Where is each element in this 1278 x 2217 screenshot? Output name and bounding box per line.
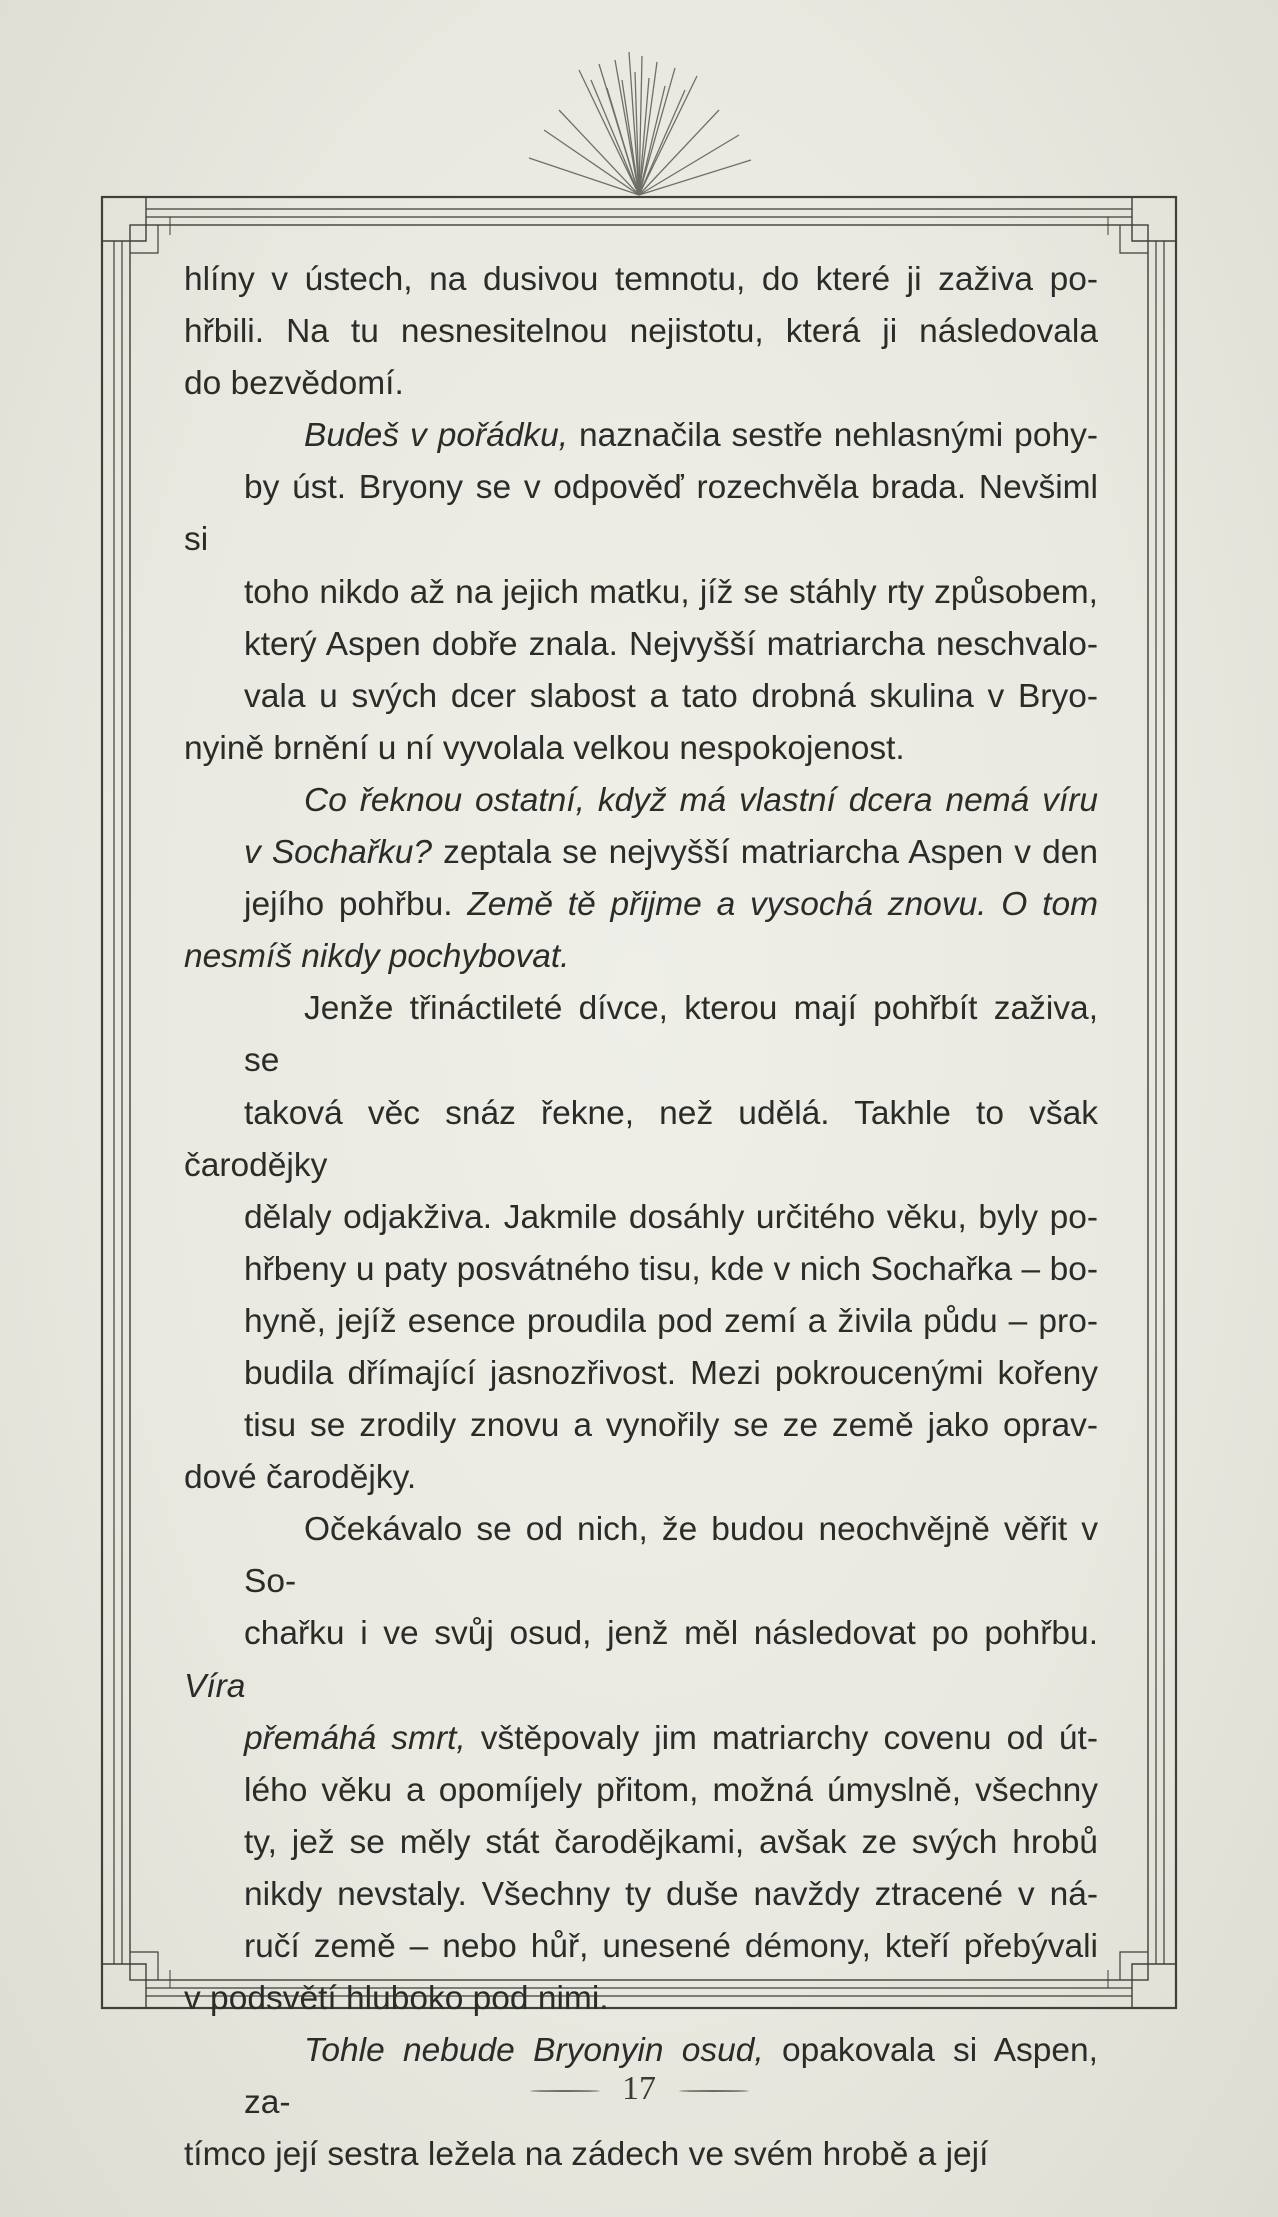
paragraph [184,254,1098,410]
text-line [184,1296,1098,1348]
text-line [184,1980,609,2017]
text-run: chařku i ve svůj osud, jenž měl následovat po pohřbu. [244,1615,1098,1653]
text-line [184,1869,1098,1921]
paragraph [184,775,1098,983]
text-run: naznačila sestře nehlasnými pohy- [568,417,1098,455]
text-run: v podsvětí hluboko pod nimi. [184,1980,609,2018]
text-run: vštěpovaly jim matriarchy covenu od út- [465,1719,1099,1757]
text-line [184,306,1098,358]
italic-run: Víra [184,1667,246,1705]
text-run: ručí země – nebo hůř, unesené démony, kteří přebývali [244,1928,1098,1965]
text-line [184,1348,1098,1400]
text-line [184,462,1098,566]
page-number: 17 [622,2070,656,2107]
text-line [184,619,1098,671]
text-line [184,567,1098,619]
text-run: tímco její sestra ležela na zádech ve svém hrobě a její [184,2136,989,2174]
text-line [184,2136,988,2173]
italic-run: přemáhá smrt, [244,1719,466,1757]
text-line [244,983,1098,1087]
text-run: zeptala se nejvyšší matriarcha Aspen v den [432,834,1099,872]
text-line [244,410,1098,462]
text-line [184,879,1098,931]
sunburst-ornament [439,50,839,200]
text-run: Jenže třináctileté dívce, kterou mají pohřbít zaživa, se [244,990,1098,1080]
text-run: dové čarodějky. [184,1459,417,1497]
paragraph [184,1504,1098,2025]
text-run: nyině brnění u ní vyvolala velkou nespokojenost. [184,729,905,767]
text-run: hyně, jejíž esence proudila pod zemí a živila půdu – pro- [244,1302,1098,1340]
text-line [184,1088,1098,1192]
italic-run: v Sochařku? [244,834,432,872]
text-run: který Aspen dobře znala. Nejvyšší matriarcha neschvalo- [244,625,1098,663]
italic-run: Budeš v pořádku, [304,417,569,455]
italic-run: Tohle nebude Bryonyin osud, [304,2032,764,2070]
text-run: by úst. Bryony se v odpověď rozechvěla brada. Nevšiml si [184,469,1098,559]
text-line [184,1817,1098,1869]
text-run: nikdy nevstaly. Všechny ty duše navždy ztracené v ná- [244,1875,1098,1913]
paragraph [184,410,1098,775]
italic-run: Co řeknou ostatní, když má vlastní dcera nemá víru [304,781,1098,819]
italic-run: Země tě přijme a vysochá znovu. O tom [467,886,1098,924]
text-line [184,730,905,767]
text-run: taková věc snáz řekne, než udělá. Takhle to však čarodějky [184,1094,1098,1184]
text-line [184,1608,1098,1712]
text-line [184,365,404,402]
text-line [184,671,1098,723]
text-line [184,827,1098,879]
text-run: budila dřímající jasnozřivost. Mezi pokroucenými kořeny [244,1354,1098,1392]
italic-run: nesmíš nikdy pochybovat. [184,938,570,976]
folio-rule-left [530,2090,600,2092]
text-run: opakovala si Aspen, za- [244,2032,1098,2122]
text-run: jejího pohřbu. [244,886,468,924]
text-line [184,1765,1098,1817]
text-run: ty, jež se měly stát čarodějkami, avšak ze svých hrobů [244,1823,1098,1861]
text-line [184,938,569,975]
text-run: hřbili. Na tu nesnesitelnou nejistotu, která ji následovala [184,313,1098,351]
text-line [184,1713,1098,1765]
text-line [184,1244,1098,1296]
text-line [184,1921,1098,1973]
paragraph [184,983,1098,1504]
text-run: Očekávalo se od nich, že budou neochvějně věřit v So- [244,1511,1098,1601]
text-line [184,1459,416,1496]
text-run: dělaly odjakživa. Jakmile dosáhly určitého věku, byly po- [244,1198,1098,1236]
text-line [244,1504,1098,1608]
page-footer [0,2070,1278,2108]
text-run: do bezvědomí. [184,365,404,403]
text-run: vala u svých dcer slabost a tato drobná skulina v Bryo- [244,677,1098,715]
text-run: hřbeny u paty posvátného tisu, kde v nich Sochařka – bo- [244,1250,1098,1288]
text-run: hlíny v ústech, na dusivou temnotu, do které ji zaživa po- [184,261,1098,298]
text-line [184,1400,1098,1452]
text-run: lého věku a opomíjely přitom, možná úmyslně, všechny [244,1771,1098,1809]
folio-rule-right [679,2090,749,2092]
text-line [184,1192,1098,1244]
text-run: toho nikdo až na jejich matku, jíž se stáhly rty způsobem, [244,573,1098,611]
text-line [184,254,1098,306]
text-run: tisu se zrodily znovu a vynořily se ze země jako oprav- [244,1407,1098,1445]
text-line [244,775,1098,827]
